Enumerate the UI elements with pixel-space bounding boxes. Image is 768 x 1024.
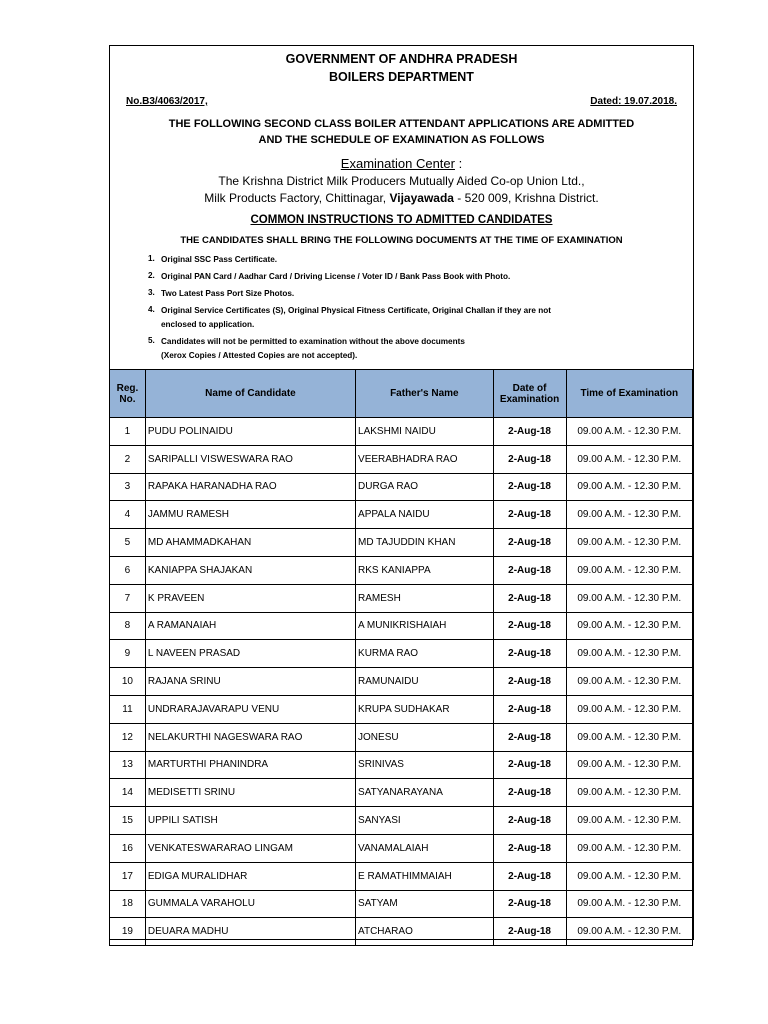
cell-exam-time: 09.00 A.M. - 12.30 P.M. [566, 529, 693, 557]
subject-line-2: AND THE SCHEDULE OF EXAMINATION AS FOLLOWS [258, 134, 545, 146]
cell-exam-time: 09.00 A.M. - 12.30 P.M. [566, 584, 693, 612]
cell-exam-time: 09.00 A.M. - 12.30 P.M. [566, 834, 693, 862]
cell-exam-time: 09.00 A.M. - 12.30 P.M. [566, 862, 693, 890]
cell-candidate-name: EDIGA MURALIDHAR [145, 862, 355, 890]
cell-exam-date: 2-Aug-18 [493, 862, 566, 890]
table-row [110, 640, 693, 668]
table-header-row [110, 370, 693, 418]
header-exam-time: Time of Examination [566, 370, 693, 418]
cell-exam-date: 2-Aug-18 [493, 529, 566, 557]
cell-father-name: SRINIVAS [356, 751, 494, 779]
cell-exam-time: 09.00 A.M. - 12.30 P.M. [566, 612, 693, 640]
cell-exam-date: 2-Aug-18 [493, 918, 566, 946]
header-father-name: Father's Name [356, 370, 494, 418]
cell-father-name: A MUNIKRISHAIAH [356, 612, 494, 640]
table-row [110, 529, 693, 557]
instructions-title: COMMON INSTRUCTIONS TO ADMITTED CANDIDATES [250, 214, 553, 226]
cell-reg-no: 1 [110, 418, 146, 446]
cell-father-name: RKS KANIAPPA [356, 556, 494, 584]
cell-exam-time: 09.00 A.M. - 12.30 P.M. [566, 779, 693, 807]
instruction-text: Original SSC Pass Certificate. [161, 255, 278, 264]
cell-father-name: E RAMATHIMMAIAH [356, 862, 494, 890]
cell-reg-no: 5 [110, 529, 146, 557]
table-row [110, 834, 693, 862]
cell-candidate-name: MEDISETTI SRINU [145, 779, 355, 807]
instruction-text: Candidates will not be permitted to examination without the above documents [161, 337, 465, 346]
table-row [110, 612, 693, 640]
cell-candidate-name: VENKATESWARARAO LINGAM [145, 834, 355, 862]
cell-reg-no: 17 [110, 862, 146, 890]
cell-candidate-name: JAMMU RAMESH [145, 501, 355, 529]
cell-candidate-name: SARIPALLI VISWESWARA RAO [145, 445, 355, 473]
cell-exam-time: 09.00 A.M. - 12.30 P.M. [566, 668, 693, 696]
cell-reg-no: 18 [110, 890, 146, 918]
table-row [110, 807, 693, 835]
cell-father-name: SANYASI [356, 807, 494, 835]
header-exam-date-text: Date of Examination [499, 382, 560, 405]
instruction-number: 5. [148, 336, 155, 345]
address-line-2-suffix: - 520 009, Krishna District. [453, 191, 599, 205]
cell-reg-no: 16 [110, 834, 146, 862]
cell-reg-no: 3 [110, 473, 146, 501]
exam-center-label: Examination Center [340, 156, 455, 171]
table-row [110, 418, 693, 446]
cell-exam-date: 2-Aug-18 [493, 473, 566, 501]
cell-reg-no: 13 [110, 751, 146, 779]
cell-father-name: VEERABHADRA RAO [356, 445, 494, 473]
cell-father-name: KRUPA SUDHAKAR [356, 695, 494, 723]
instruction-text: Original PAN Card / Aadhar Card / Driving License / Voter ID / Bank Pass Book with Photo. [161, 272, 511, 281]
cell-father-name: APPALA NAIDU [356, 501, 494, 529]
address-line-2-prefix: Milk Products Factory, Chittinagar, [204, 191, 390, 205]
cell-exam-date: 2-Aug-18 [493, 612, 566, 640]
candidate-table-body [110, 418, 693, 946]
table-row [110, 751, 693, 779]
cell-exam-date: 2-Aug-18 [493, 890, 566, 918]
cell-father-name: RAMUNAIDU [356, 668, 494, 696]
cell-exam-time: 09.00 A.M. - 12.30 P.M. [566, 556, 693, 584]
exam-center-colon: : [454, 156, 463, 171]
table-row [110, 779, 693, 807]
cell-exam-time: 09.00 A.M. - 12.30 P.M. [566, 751, 693, 779]
candidate-table-wrapper [109, 369, 693, 946]
cell-exam-time: 09.00 A.M. - 12.30 P.M. [566, 918, 693, 946]
cell-candidate-name: A RAMANAIAH [145, 612, 355, 640]
exam-center-address-line-1: The Krishna District Milk Producers Mutually Aided Co-op Union Ltd., [218, 174, 585, 188]
table-row [110, 445, 693, 473]
cell-candidate-name: PUDU POLINAIDU [145, 418, 355, 446]
cell-exam-date: 2-Aug-18 [493, 445, 566, 473]
instructions-list [148, 254, 551, 367]
table-row [110, 695, 693, 723]
instruction-text: enclosed to application. [161, 320, 255, 329]
cell-candidate-name: UPPILI SATISH [145, 807, 355, 835]
cell-exam-date: 2-Aug-18 [493, 695, 566, 723]
cell-candidate-name: GUMMALA VARAHOLU [145, 890, 355, 918]
table-row [110, 723, 693, 751]
cell-reg-no: 6 [110, 556, 146, 584]
cell-candidate-name: K PRAVEEN [145, 584, 355, 612]
header-reg-no [110, 370, 146, 418]
cell-exam-time: 09.00 A.M. - 12.30 P.M. [566, 445, 693, 473]
cell-reg-no: 9 [110, 640, 146, 668]
cell-exam-date: 2-Aug-18 [493, 584, 566, 612]
cell-reg-no: 11 [110, 695, 146, 723]
cell-exam-date: 2-Aug-18 [493, 723, 566, 751]
table-row [110, 501, 693, 529]
instruction-item [148, 336, 551, 361]
government-title: GOVERNMENT OF ANDHRA PRADESH [285, 52, 518, 66]
reference-number: No.B3/4063/2017, [126, 96, 208, 107]
candidate-table [109, 369, 693, 946]
subject-line-1: THE FOLLOWING SECOND CLASS BOILER ATTENDANT APPLICATIONS ARE ADMITTED [168, 118, 635, 130]
instruction-number: 4. [148, 305, 155, 314]
table-row [110, 862, 693, 890]
header-name: Name of Candidate [145, 370, 355, 418]
instruction-number: 2. [148, 271, 155, 280]
cell-father-name: SATYANARAYANA [356, 779, 494, 807]
instruction-item [148, 305, 551, 330]
cell-exam-time: 09.00 A.M. - 12.30 P.M. [566, 640, 693, 668]
cell-father-name: DURGA RAO [356, 473, 494, 501]
document-sheet [109, 45, 694, 940]
cell-father-name: LAKSHMI NAIDU [356, 418, 494, 446]
cell-candidate-name: L NAVEEN PRASAD [145, 640, 355, 668]
cell-exam-time: 09.00 A.M. - 12.30 P.M. [566, 890, 693, 918]
instruction-text: (Xerox Copies / Attested Copies are not accepted). [161, 351, 358, 360]
cell-reg-no: 19 [110, 918, 146, 946]
table-row [110, 473, 693, 501]
cell-father-name: ATCHARAO [356, 918, 494, 946]
cell-father-name: MD TAJUDDIN KHAN [356, 529, 494, 557]
cell-father-name: KURMA RAO [356, 640, 494, 668]
cell-exam-time: 09.00 A.M. - 12.30 P.M. [566, 501, 693, 529]
table-row [110, 556, 693, 584]
table-row [110, 584, 693, 612]
cell-exam-time: 09.00 A.M. - 12.30 P.M. [566, 723, 693, 751]
cell-father-name: RAMESH [356, 584, 494, 612]
cell-exam-time: 09.00 A.M. - 12.30 P.M. [566, 418, 693, 446]
instruction-item [148, 288, 551, 299]
cell-exam-date: 2-Aug-18 [493, 834, 566, 862]
table-row [110, 918, 693, 946]
cell-exam-time: 09.00 A.M. - 12.30 P.M. [566, 807, 693, 835]
table-row [110, 890, 693, 918]
cell-candidate-name: KANIAPPA SHAJAKAN [145, 556, 355, 584]
department-title: BOILERS DEPARTMENT [329, 70, 474, 84]
cell-exam-date: 2-Aug-18 [493, 640, 566, 668]
cell-reg-no: 10 [110, 668, 146, 696]
exam-center-heading [110, 156, 693, 171]
cell-father-name: JONESU [356, 723, 494, 751]
cell-father-name: VANAMALAIAH [356, 834, 494, 862]
cell-candidate-name: DEUARA MADHU [145, 918, 355, 946]
header-exam-date [493, 370, 566, 418]
cell-exam-date: 2-Aug-18 [493, 751, 566, 779]
cell-exam-time: 09.00 A.M. - 12.30 P.M. [566, 695, 693, 723]
instructions-subtitle: THE CANDIDATES SHALL BRING THE FOLLOWING DOCUMENTS AT THE TIME OF EXAMINATION [180, 235, 623, 246]
cell-candidate-name: UNDRARAJAVARAPU VENU [145, 695, 355, 723]
cell-candidate-name: RAPAKA HARANADHA RAO [145, 473, 355, 501]
cell-exam-time: 09.00 A.M. - 12.30 P.M. [566, 473, 693, 501]
cell-candidate-name: RAJANA SRINU [145, 668, 355, 696]
cell-reg-no: 12 [110, 723, 146, 751]
document-date: Dated: 19.07.2018. [590, 96, 677, 107]
cell-exam-date: 2-Aug-18 [493, 556, 566, 584]
cell-reg-no: 2 [110, 445, 146, 473]
cell-exam-date: 2-Aug-18 [493, 418, 566, 446]
address-city: Vijayawada [389, 191, 454, 205]
cell-reg-no: 8 [110, 612, 146, 640]
cell-exam-date: 2-Aug-18 [493, 807, 566, 835]
header-reg-no-text: Reg. No. [116, 382, 139, 405]
cell-reg-no: 7 [110, 584, 146, 612]
instruction-item [148, 271, 551, 282]
cell-reg-no: 15 [110, 807, 146, 835]
cell-candidate-name: MARTURTHI PHANINDRA [145, 751, 355, 779]
instruction-number: 3. [148, 288, 155, 297]
cell-candidate-name: MD AHAMMADKAHAN [145, 529, 355, 557]
cell-exam-date: 2-Aug-18 [493, 668, 566, 696]
table-row [110, 668, 693, 696]
cell-exam-date: 2-Aug-18 [493, 501, 566, 529]
instruction-item [148, 254, 551, 265]
cell-candidate-name: NELAKURTHI NAGESWARA RAO [145, 723, 355, 751]
cell-reg-no: 4 [110, 501, 146, 529]
cell-reg-no: 14 [110, 779, 146, 807]
instruction-text: Original Service Certificates (S), Original Physical Fitness Certificate, Original Challan if they are not [161, 306, 551, 315]
instruction-number: 1. [148, 254, 155, 263]
exam-center-address-line-2 [110, 191, 693, 205]
cell-exam-date: 2-Aug-18 [493, 779, 566, 807]
cell-father-name: SATYAM [356, 890, 494, 918]
instruction-text: Two Latest Pass Port Size Photos. [161, 289, 295, 298]
